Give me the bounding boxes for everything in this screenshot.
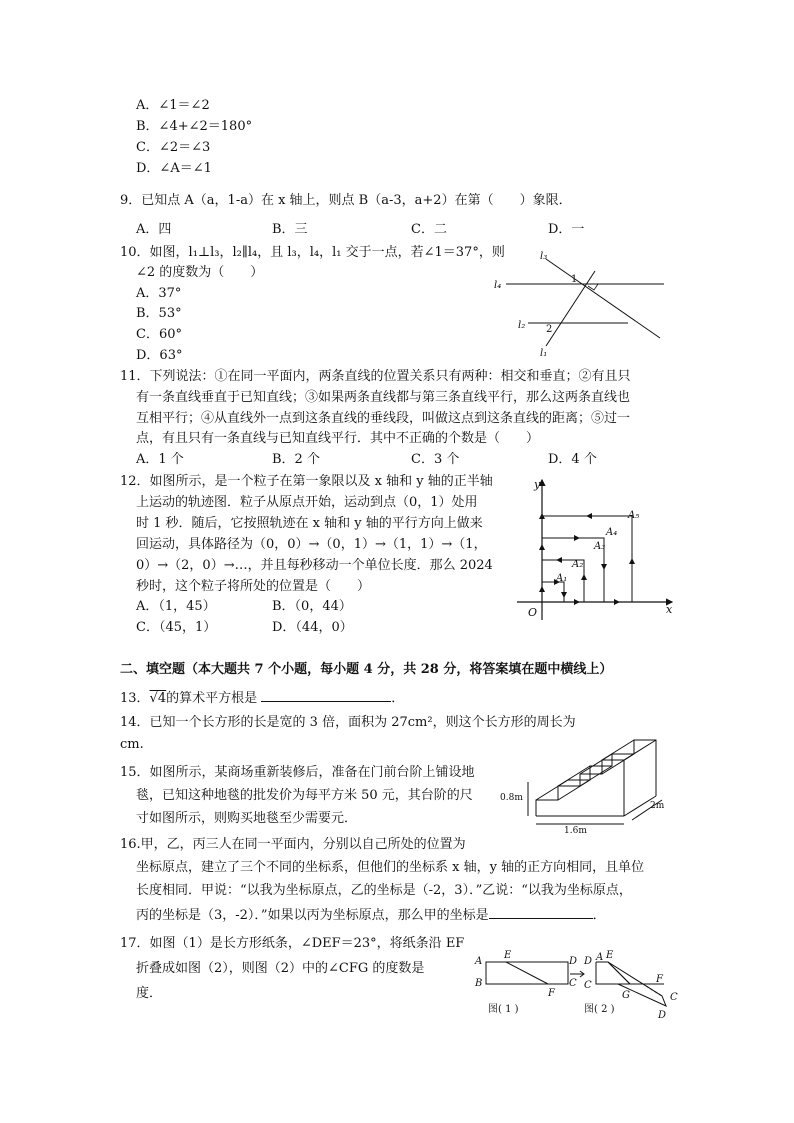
q16-line1: 16.甲，乙，丙三人在同一平面内，分别以自己所处的位置为 (120, 837, 466, 852)
q8-option-a: A．∠1＝∠2 (136, 98, 210, 113)
q12-option-b: B．（0，44） (272, 599, 352, 614)
q17-line2: 折叠成如图（2），则图（2）中的∠CFG 的度数是 (136, 961, 425, 976)
q12-label-a1: A₁ (556, 573, 568, 584)
q12-y-axis-label: y (534, 478, 541, 491)
q12-label-a5: A₅ (628, 510, 640, 521)
q17-fig2-label-c2: C (670, 992, 678, 1003)
q12-x-axis-label: x (666, 603, 673, 616)
q10-label-l1: l₁ (540, 348, 548, 359)
q17-fig1-label-c: C (569, 978, 577, 989)
q16-line4-text: 丙的坐标是（3，-2）．”如果以丙为坐标原点，那么甲的坐标是 (136, 908, 489, 923)
q17-fig2-label-a: A (596, 952, 604, 963)
q12-origin-label: O (528, 606, 538, 619)
q11-line3: 互相平行；④从直线外一点到这条直线的垂线段，叫做这点到这条直线的距离；⑤过一 (136, 411, 631, 426)
q14-line2: cm. (120, 737, 144, 752)
q13-text: 的算术平方根是 (166, 691, 258, 706)
q17-fig2-label-d2: D (658, 1010, 667, 1021)
q17-fig1-label-e: E (504, 950, 512, 961)
q11-option-b: B．2 个 (272, 452, 320, 467)
q11-line2: 有一条直线垂直于已知直线；③如果两条直线都与第三条直线平行，那么这两条直线也 (136, 390, 631, 405)
q11-option-c: C．3 个 (411, 452, 460, 467)
q9-stem: 9．已知点 A（a，1-a）在 x 轴上，则点 B（a-3，a+2）在第（ ）象限． (120, 193, 572, 208)
q16-line4 (136, 905, 606, 925)
q10-label-l2: l₂ (518, 320, 526, 331)
q12-option-a: A．（1，45） (136, 599, 216, 614)
q13-number: 13． (120, 691, 150, 706)
q8-option-b: B．∠4+∠2＝180° (136, 119, 253, 134)
q15-height-label: 0.8m (500, 793, 523, 803)
q9-option-d: D．一 (548, 222, 585, 237)
q16-line3: 长度相同．甲说：“以我为坐标原点，乙的坐标是（-2，3）．”乙说：“以我为坐标原点， (136, 883, 632, 898)
q10-angle-1: 1 (571, 274, 578, 285)
q16-answer-blank[interactable] (489, 905, 593, 919)
q12-line2: 上运动的轨迹图．粒子从原点开始，运动到点（0，1）处用 (136, 495, 478, 510)
q12-option-c: C．（45，1） (136, 620, 217, 635)
q10-option-d: D．63° (136, 348, 183, 363)
q10-label-l4: l₄ (494, 280, 502, 291)
q17-fig2-label-d: D (584, 956, 593, 967)
q10-angle-2: 2 (546, 324, 553, 335)
q13-answer-blank[interactable] (261, 688, 391, 702)
q15-line2: 毯，已知这种地毯的批发价为每平方米 50 元，其台阶的尺 (136, 788, 473, 803)
q12-line6: 秒时，这个粒子将所处的位置是（ ） (136, 579, 371, 594)
q10-stem-line1: 10．如图，l₁⊥l₃，l₂∥l₄，且 l₃，l₄，l₁ 交于一点，若∠1＝37°，则 (120, 245, 505, 260)
q10-option-a: A．37° (136, 286, 182, 301)
q15-line1: 15．如图所示，某商场重新装修后，准备在门前台阶上铺设地 (120, 765, 475, 780)
q17-fig1-label-a: A (475, 956, 483, 967)
q11-line4: 点，有且只有一条直线与已知直线平行．其中不正确的个数是（ ） (136, 431, 540, 446)
q12-line5: 0）→（2，0）→…，并且每秒移动一个单位长度．那么 2024 (136, 558, 493, 573)
q12-label-a3: A₃ (594, 541, 606, 552)
q15-stairs-figure (500, 736, 686, 836)
q17-line1: 17．如图（1）是长方形纸条，∠DEF＝23°，将纸条沿 EF (120, 936, 465, 951)
q12-option-d: D．（44，0） (272, 620, 353, 635)
q17-fig1-label-b: B (475, 978, 483, 989)
q9-option-a: A．四 (136, 222, 172, 237)
q17-fig2-label-c: C (584, 980, 592, 991)
q17-fig1-label-f: F (548, 988, 555, 999)
q8-option-c: C．∠2＝∠3 (136, 140, 211, 155)
q17-paper-strip-figure (472, 948, 682, 1023)
q8-option-d: D．∠A＝∠1 (136, 161, 212, 176)
q17-fig1-label-d: D (569, 956, 578, 967)
q14-line1: 14．已知一个长方形的长是宽的 3 倍，面积为 27cm²，则这个长方形的周长为 (120, 715, 576, 730)
q11-option-a: A．1 个 (136, 452, 184, 467)
q10-option-b: B．53° (136, 306, 182, 321)
q15-depth-label: 2m (650, 801, 665, 811)
section-2-heading: 二、填空题（本大题共 7 个小题，每小题 4 分，共 28 分，将答案填在题中横线上） (120, 662, 613, 677)
q10-option-c: C．60° (136, 327, 182, 342)
q12-line4: 回运动，具体路径为（0，0）→（0，1）→（1，1）→（1， (136, 537, 487, 552)
q12-label-a2: A₂ (572, 559, 584, 570)
q10-figure (488, 246, 678, 366)
q17-line3: 度． (136, 986, 163, 1001)
q9-option-b: B．三 (272, 222, 308, 237)
q13-stem (120, 688, 404, 708)
q15-line3: 寸如图所示，则购买地毯至少需要元． (136, 811, 358, 826)
q15-width-label: 1.6m (564, 826, 587, 836)
q12-label-a4: A₄ (606, 527, 618, 538)
q17-caption-2: 图( 2 ) (584, 1004, 615, 1015)
q17-caption-1: 图( 1 ) (488, 1004, 519, 1015)
q10-label-l3: l₃ (540, 251, 548, 262)
q17-fig2-label-e: E (606, 950, 614, 961)
q11-line1: 11．下列说法：①在同一平面内，两条直线的位置关系只有两种：相交和垂直；②有且只 (120, 369, 631, 384)
q17-fig2-label-f: F (656, 974, 663, 985)
q12-particle-path-figure (512, 474, 682, 624)
q16-end: ． (592, 908, 606, 923)
q13-end: ． (391, 691, 405, 706)
q9-option-c: C．二 (411, 222, 447, 237)
q11-option-d: D．4 个 (548, 452, 597, 467)
q10-stem-line2: ∠2 的度数为（ ） (136, 265, 264, 280)
q17-fig2-label-g: G (622, 990, 630, 1001)
q12-line3: 时 1 秒．随后，它按照轨迹在 x 轴和 y 轴的平行方向上做来 (136, 516, 483, 531)
q16-line2: 坐标原点，建立了三个不同的坐标系，但他们的坐标系 x 轴，y 轴的正方向相同，且单位 (136, 860, 645, 875)
q12-line1: 12．如图所示，是一个粒子在第一象限以及 x 轴和 y 轴的正半轴 (120, 474, 493, 489)
q13-radical: √4 (149, 691, 167, 706)
